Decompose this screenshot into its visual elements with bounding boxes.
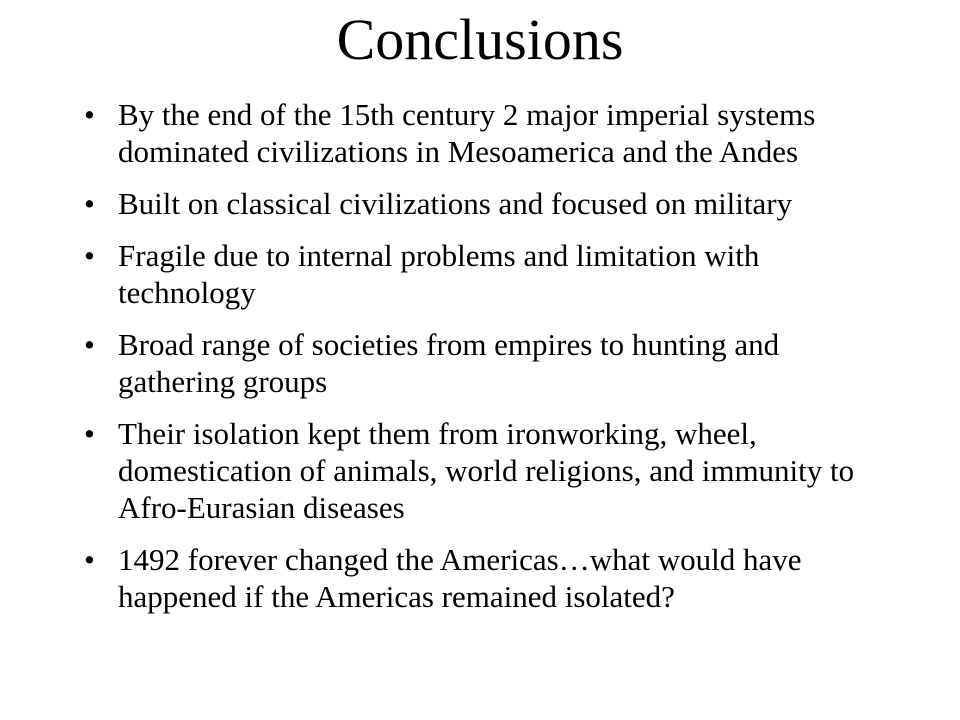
bullet-item (84, 541, 884, 615)
bullet-marker: • (84, 186, 95, 221)
bullet-marker: • (84, 416, 95, 451)
slide-title: Conclusions (336, 7, 624, 72)
bullet-text: Their isolation kept them from ironworking, wheel, domestication of animals, world religions, and immunity to Afro-Eurasian diseases (118, 416, 855, 525)
bullet-item (84, 326, 884, 400)
bullet-marker: • (84, 327, 95, 362)
bullet-text: Fragile due to internal problems and limitation with technology (118, 238, 760, 310)
bullet-text: By the end of the 15th century 2 major imperial systems dominated civilizations in Mesoamerica and the Andes (118, 97, 816, 169)
bullet-list (84, 96, 884, 630)
bullet-item (84, 415, 884, 526)
bullet-marker: • (84, 97, 95, 132)
bullet-marker: • (84, 238, 95, 273)
bullet-text: Built on classical civilizations and focused on military (118, 186, 793, 221)
bullet-item (84, 237, 884, 311)
bullet-text: Broad range of societies from empires to hunting and gathering groups (118, 327, 780, 399)
bullet-item (84, 96, 884, 170)
bullet-text: 1492 forever changed the Americas…what would have happened if the Americas remained isolated? (118, 542, 802, 614)
bullet-marker: • (84, 542, 95, 577)
bullet-item (84, 185, 884, 222)
